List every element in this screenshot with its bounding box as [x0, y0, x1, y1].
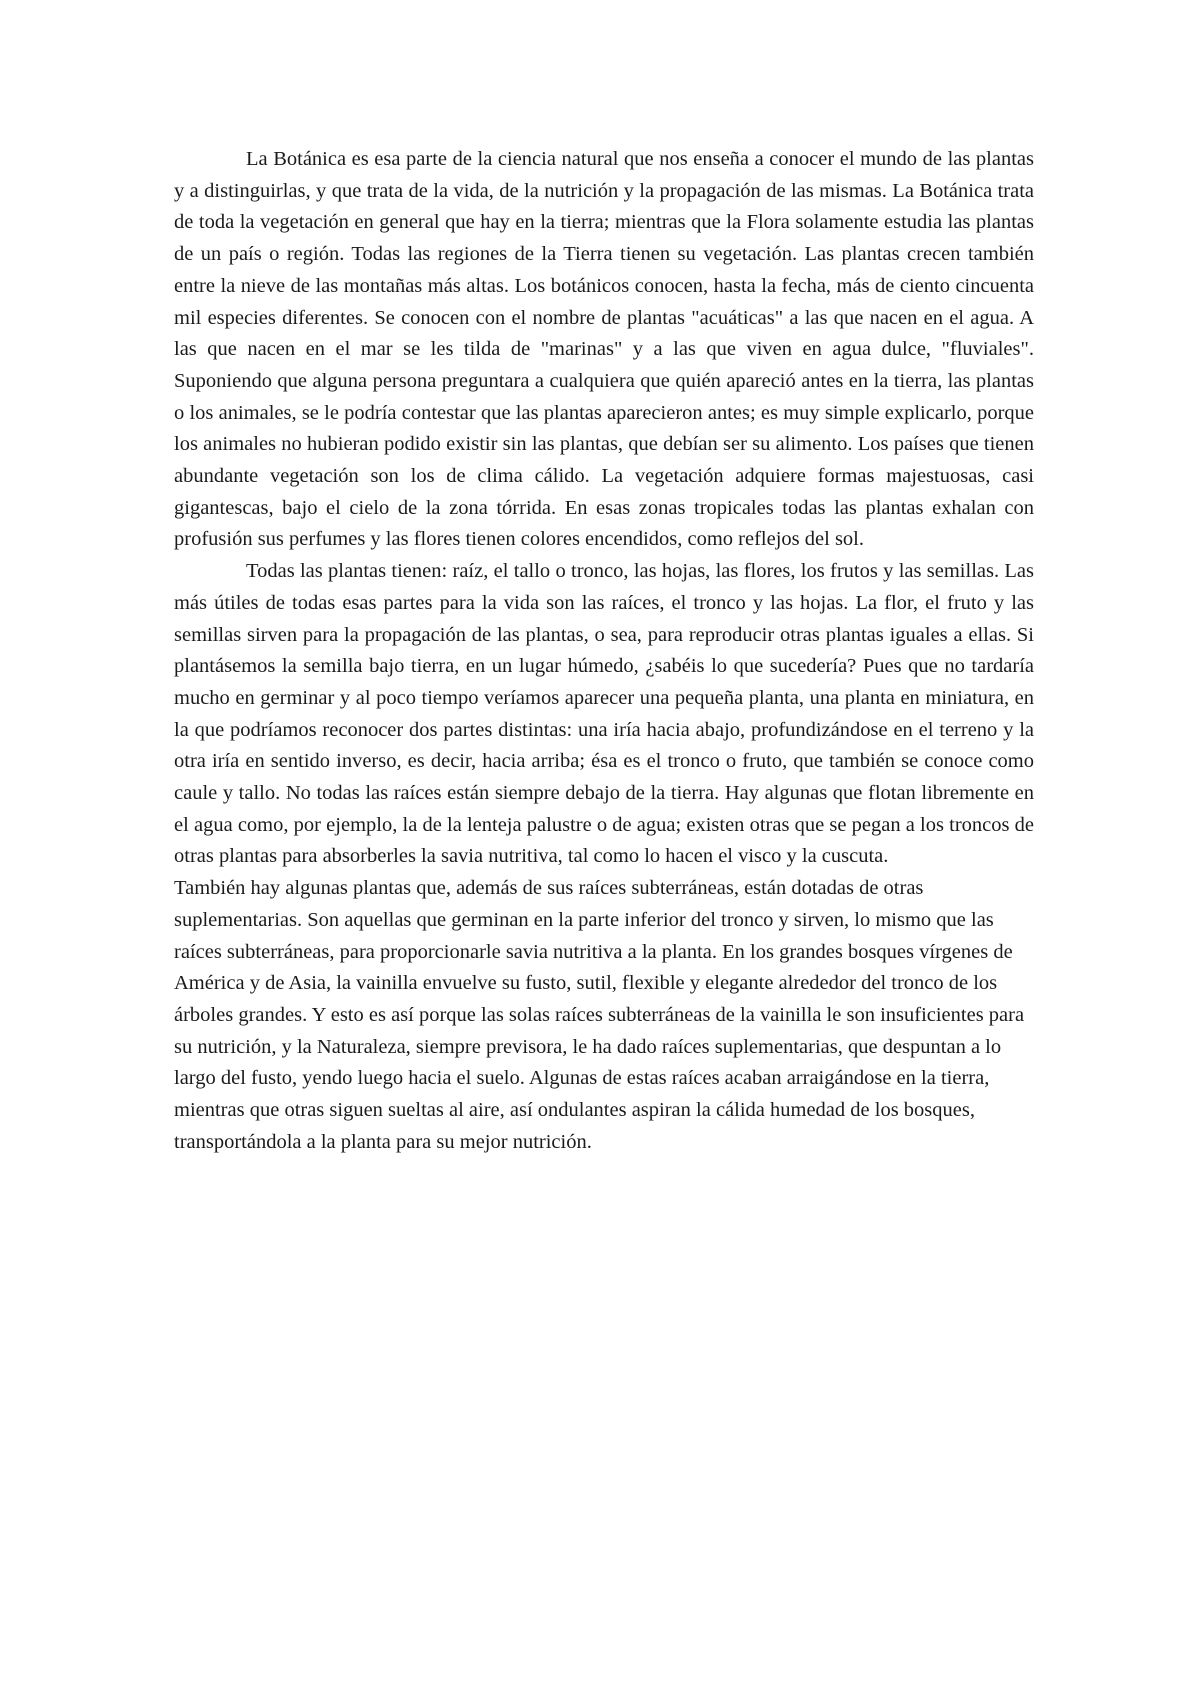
paragraph-raices-suplementarias: También hay algunas plantas que, además de sus raíces subterráneas, están dotadas de otras suplementarias. Son aquellas que germinan en la parte inferior del tronco y sirven, lo mismo que las raíces subterráneas, para proporcionarle savia nutritiva a la planta. En los grandes bosques vírgenes de América y de Asia, la vainilla envuelve su fusto, sutil, flexible y elegante alrededor del tronco de los árboles grandes. Y esto es así porque las solas raíces subterráneas de la vainilla le son insuficientes para su nutrición, y la Naturaleza, siempre previsora, le ha dado raíces suplementarias, que despuntan a lo largo del fusto, yendo luego hacia el suelo. Algunas de estas raíces acaban arraigándose en la tierra, mientras que otras siguen sueltas al aire, así ondulantes aspiran la cálida humedad de los bosques, transportándola a la planta para su mejor nutrición.: [174, 877, 1025, 1153]
paragraph-botanica-intro: La Botánica es esa parte de la ciencia natural que nos enseña a conocer el mundo de las plantas y a distinguirlas, y que trata de la vida, de la nutrición y la propagación de las mismas. La Botánica trata de toda la vegetación en general que hay en la tierra; mientras que la Flora solamente estudia las plantas de un país o región. Todas las regiones de la Tierra tienen su vegetación. Las plantas crecen también entre la nieve de las montañas más altas. Los botánicos conocen, hasta la fecha, más de ciento cincuenta mil especies diferentes. Se conocen con el nombre de plantas "acuáticas" a las que nacen en el agua. A las que nacen en el mar se les tilda de "marinas" y a las que viven en agua dulce, "fluviales". Suponiendo que alguna persona preguntara a cualquiera que quién apareció antes en la tierra, las plantas o los animales, se le podría contestar que las plantas aparecieron antes; es muy simple explicarlo, porque los animales no hubieran podido existir sin las plantas, que debían ser su alimento. Los países que tienen abundante vegetación son los de clima cálido. La vegetación adquiere formas majestuosas, casi gigantescas, bajo el cielo de la zona tórrida. En esas zonas tropicales todas las plantas exhalan con profusión sus perfumes y las flores tienen colores encendidos, como reflejos del sol.: [174, 148, 1034, 551]
paragraph-partes-plantas: Todas las plantas tienen: raíz, el tallo o tronco, las hojas, las flores, los frutos y las semillas. Las más útiles de todas esas partes para la vida son las raíces, el tronco y las hojas. La flor, el fruto y las semillas sirven para la propagación de las plantas, o sea, para reproducir otras plantas iguales a ellas. Si plantásemos la semilla bajo tierra, en un lugar húmedo, ¿sabéis lo que sucedería? Pues que no tardaría mucho en germinar y al poco tiempo veríamos aparecer una pequeña planta, una planta en miniatura, en la que podríamos reconocer dos partes distintas: una iría hacia abajo, profundizándose en el terreno y la otra iría en sentido inverso, es decir, hacia arriba; ésa es el tronco o fruto, que también se conoce como caule y tallo. No todas las raíces están siempre debajo de la tierra. Hay algunas que flotan libremente en el agua como, por ejemplo, la de la lenteja palustre o de agua; existen otras que se pegan a los troncos de otras plantas para absorberles la savia nutritiva, tal como lo hacen el visco y la cuscuta.: [174, 560, 1034, 868]
document-body: [174, 144, 1034, 1159]
